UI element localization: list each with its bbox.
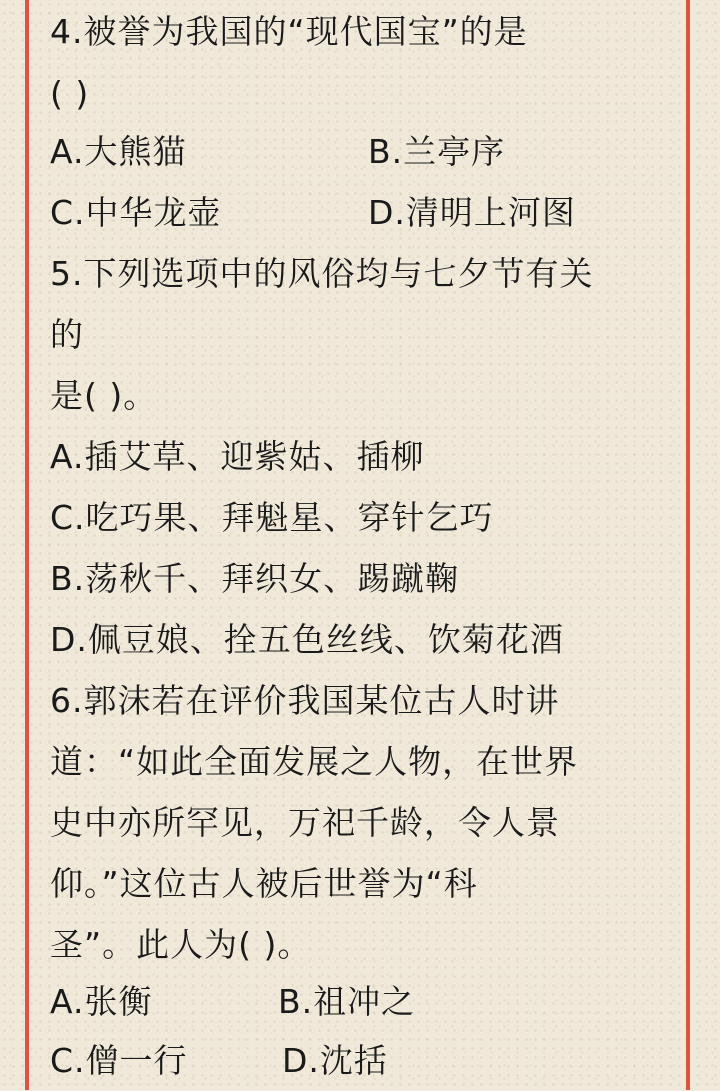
q6-stem-line4: 仰。”这位古人被后世誉为“科 (50, 864, 478, 903)
right-border-rule (686, 0, 690, 1090)
q6-option-a[interactable]: A.张衡 (50, 982, 153, 1021)
q4-option-d[interactable]: D.清明上河图 (368, 193, 576, 232)
q5-stem-line1: 5.下列选项中的风俗均与七夕节有关 (50, 254, 594, 293)
q6-option-b[interactable]: B.祖冲之 (278, 982, 416, 1021)
q6-stem-line3: 史中亦所罕见，万祀千龄，令人景 (50, 803, 560, 842)
q5-option-b[interactable]: B.荡秋千、拜织女、踢蹴鞠 (50, 559, 460, 598)
left-border-rule (25, 0, 29, 1090)
q6-option-d[interactable]: D.沈括 (282, 1041, 388, 1080)
q5-option-d[interactable]: D.佩豆娘、拴五色丝线、饮菊花酒 (50, 620, 564, 659)
q6-stem-line5: 圣”。此人为( )。 (50, 925, 312, 964)
q5-stem-line2: 的 (50, 315, 84, 354)
q4-stem: 4.被誉为我国的“现代国宝”的是 (50, 12, 528, 51)
q4-option-c[interactable]: C.中华龙壶 (50, 193, 222, 232)
q5-stem-line3: 是( )。 (50, 376, 158, 415)
q4-option-a[interactable]: A.大熊猫 (50, 132, 187, 171)
q4-blank: ( ) (50, 74, 90, 113)
q6-stem-line2: 道：“如此全面发展之人物，在世界 (50, 742, 579, 781)
q5-option-a[interactable]: A.插艾草、迎紫姑、插柳 (50, 437, 425, 476)
q4-options-row2 (50, 183, 670, 243)
q5-option-c[interactable]: C.吃巧果、拜魁星、穿针乞巧 (50, 498, 494, 537)
q6-stem-line1: 6.郭沫若在评价我国某位古人时讲 (50, 681, 560, 720)
q4-options-row1 (50, 122, 670, 182)
q4-option-b[interactable]: B.兰亭序 (368, 132, 506, 171)
q6-options-row2 (50, 1031, 670, 1091)
q6-option-c[interactable]: C.僧一行 (50, 1041, 188, 1080)
q6-options-row1 (50, 972, 670, 1032)
